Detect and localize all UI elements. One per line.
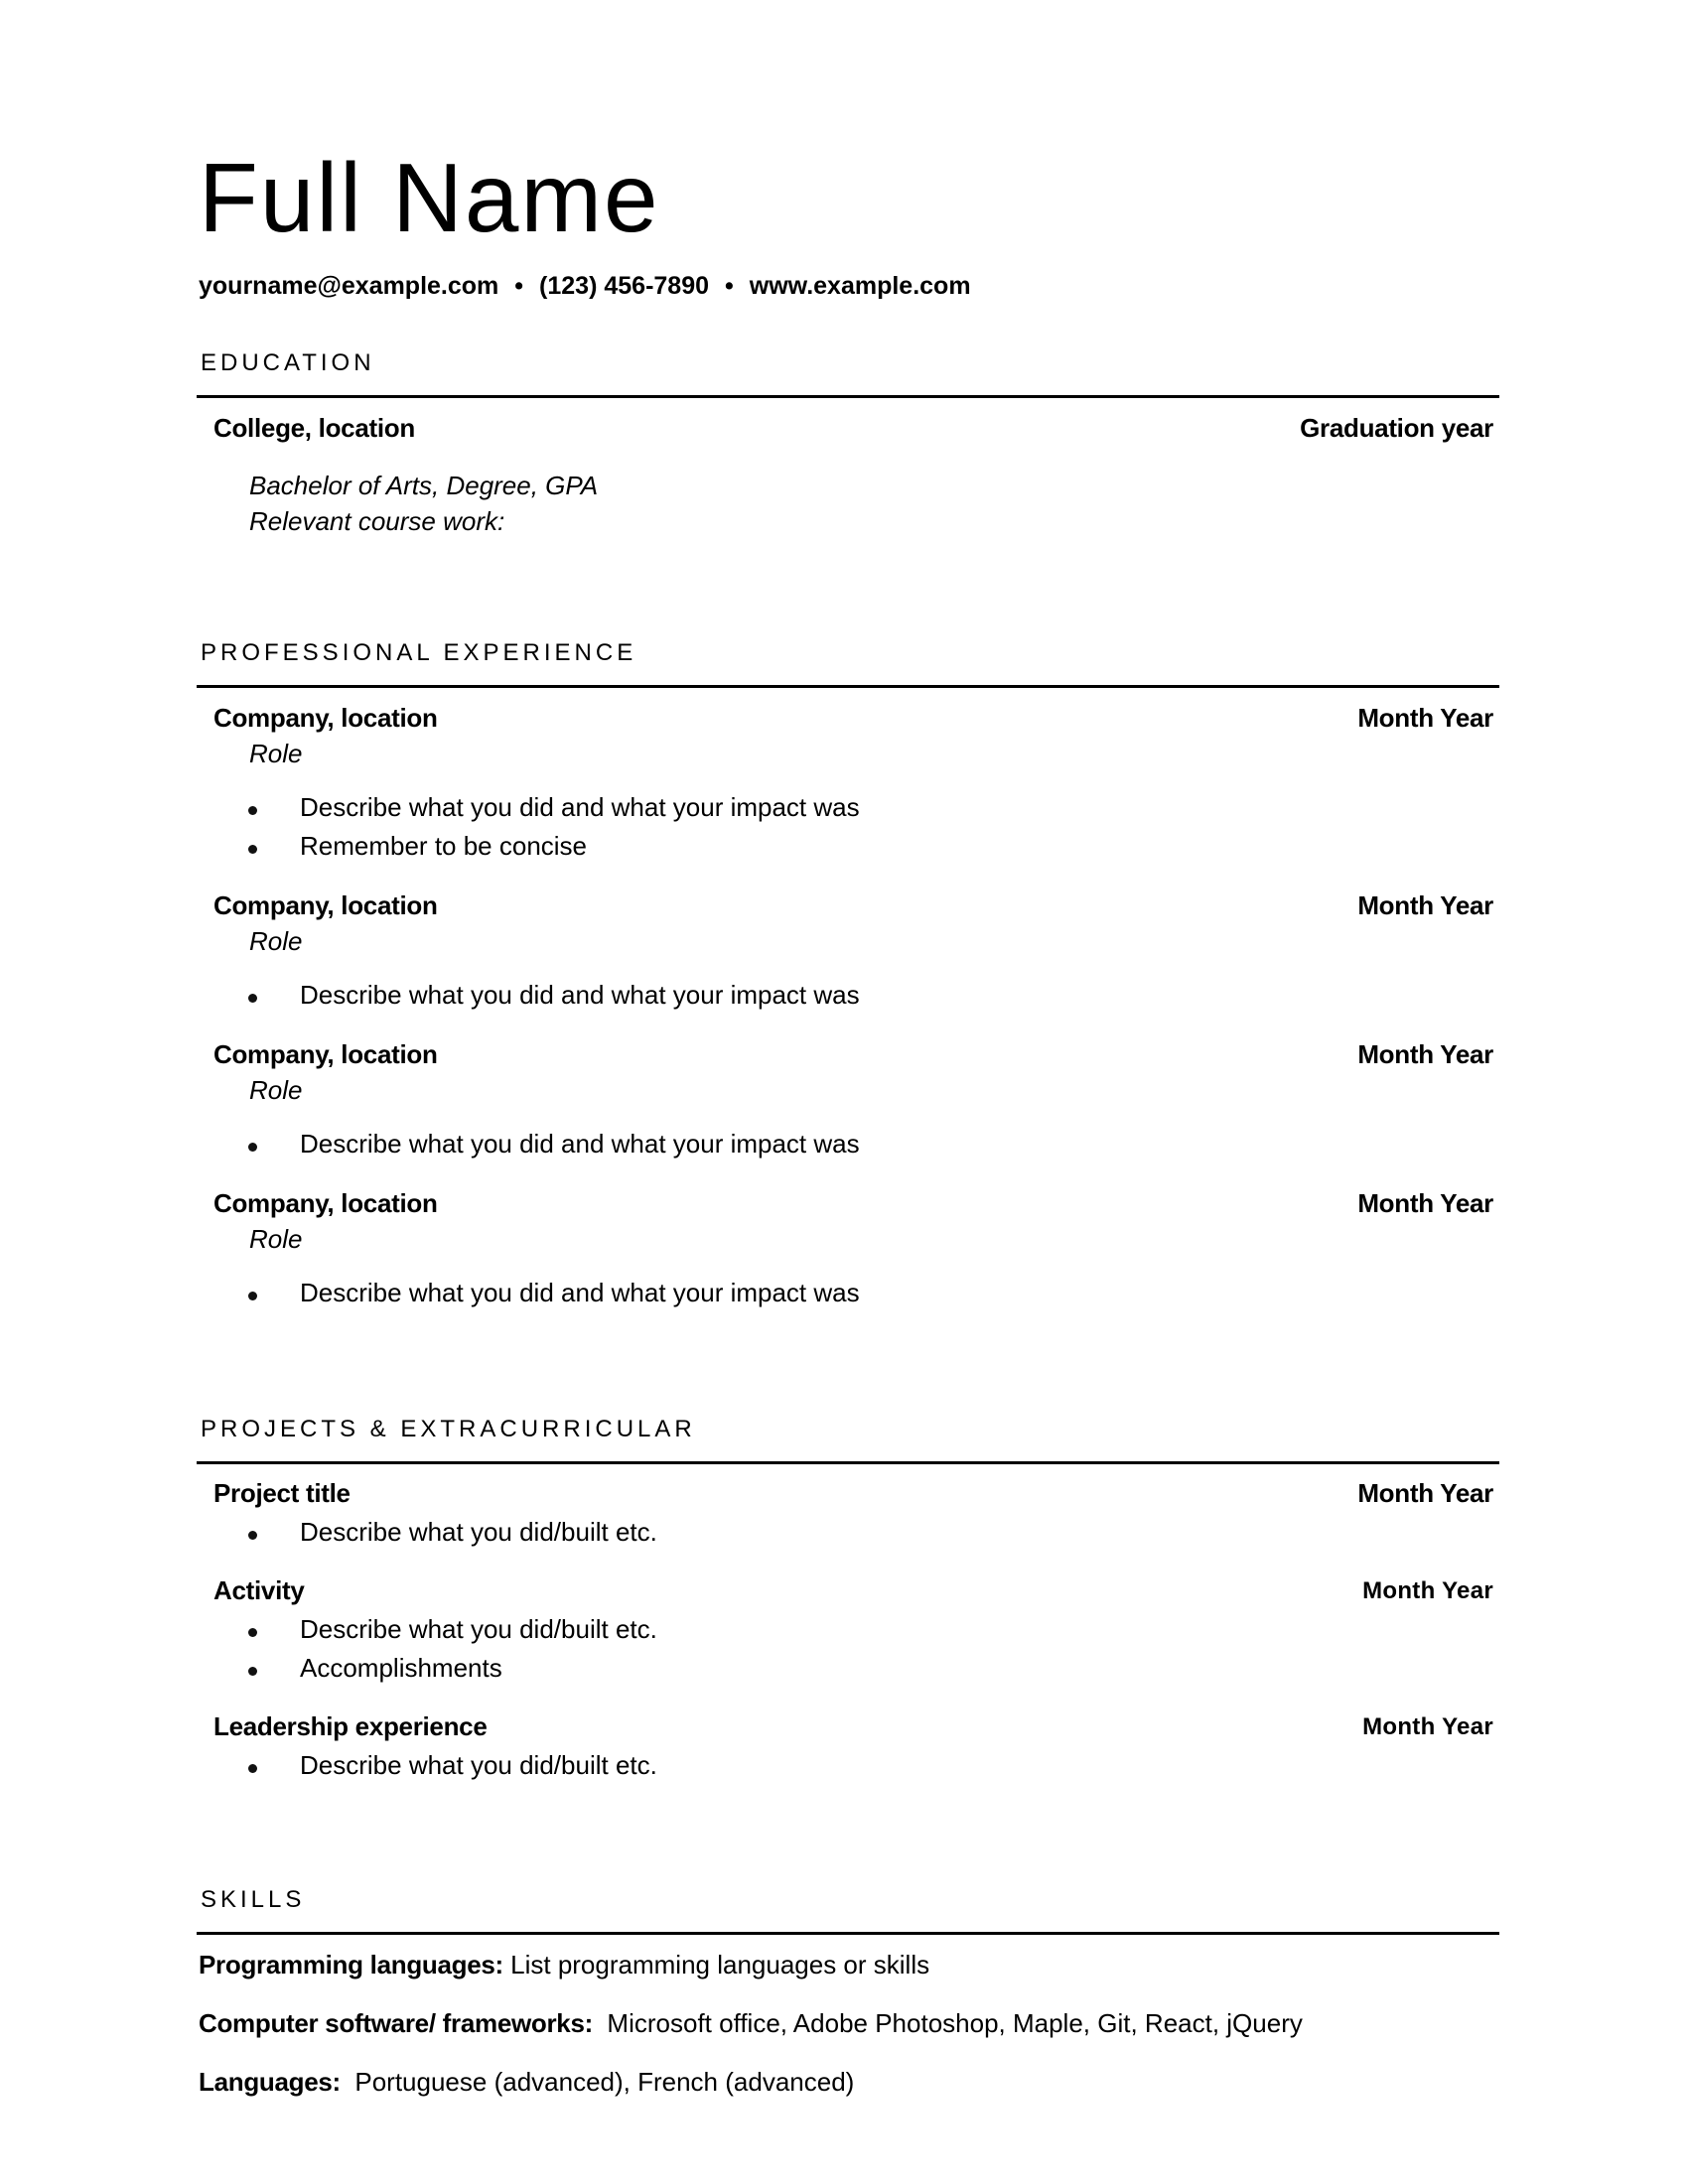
job-date: Month Year: [1357, 1188, 1493, 1218]
project-name: Project title: [213, 1478, 351, 1508]
skills-rule: [197, 1932, 1499, 1935]
projects-heading: PROJECTS & EXTRACURRICULAR: [201, 1416, 696, 1442]
project-name: Leadership experience: [213, 1711, 488, 1741]
skill-label: Computer software/ frameworks:: [199, 2008, 593, 2038]
website: www.example.com: [749, 272, 971, 300]
job-company: Company, location: [213, 1188, 438, 1218]
skill-row: [199, 2008, 1303, 2039]
project-date: Month Year: [1362, 1577, 1493, 1604]
resume-page: Full Name yourname@example.com • (123) 456-7890 • www.example.com EDUCATION College, location Graduation year Bachelor of Arts, Degree, GPA Relevant course work: PROFESSIONAL EXPERIENCE Company, location Month Year Role Describe what you did and what your impact was Remember to be concise Company, location Month Year Role Describe what you did and what your impact was Company, location Month Year Role Describe what you did and what your impact was Company, location Month Year Role Describe what you did and what your impact was PROJECTS & EXTRACURRICULAR Project title Month Year Describe what you did/built etc. Activity Month Year Describe what you did/built etc. Accomplishments Leadership experience Month Year Describe what you did/built etc. SKILLS Programming languages: List programming languages or skills Computer software/ frameworks: Microsoft office, Adobe Photoshop, Maple, Git, React, jQuery Languages: Portuguese (advanced), French (advanced): [0, 0, 1688, 2184]
coursework: Relevant course work:: [249, 506, 505, 536]
job-date: Month Year: [1357, 890, 1493, 920]
separator: •: [725, 272, 734, 300]
full-name: Full Name: [199, 143, 660, 252]
education-rule: [197, 395, 1499, 398]
skill-value: Microsoft office, Adobe Photoshop, Maple, Git, React, jQuery: [592, 2008, 1303, 2038]
skills-heading: SKILLS: [201, 1886, 306, 1913]
project-name: Activity: [213, 1575, 305, 1605]
email: yourname@example.com: [199, 272, 499, 300]
bullet-icon: [248, 1143, 257, 1152]
skill-row: [199, 1950, 929, 1980]
job-role: Role: [249, 1224, 303, 1254]
experience-heading: PROFESSIONAL EXPERIENCE: [201, 639, 637, 666]
bullet-icon: [248, 1531, 257, 1540]
separator: •: [514, 272, 524, 300]
graduation-year: Graduation year: [1300, 413, 1493, 443]
bullet-icon: [248, 1667, 257, 1676]
college-location: College, location: [213, 413, 415, 443]
contact-line: [199, 272, 971, 301]
job-role: Role: [249, 926, 303, 956]
phone: (123) 456-7890: [539, 272, 710, 300]
bullet-icon: [248, 1628, 257, 1637]
project-date: Month Year: [1362, 1713, 1493, 1740]
job-role: Role: [249, 739, 303, 768]
job-date: Month Year: [1357, 1039, 1493, 1069]
skill-row: [199, 2067, 854, 2098]
job-company: Company, location: [213, 890, 438, 920]
skill-value: List programming languages or skills: [502, 1950, 930, 1979]
skill-label: Programming languages:: [199, 1950, 503, 1979]
bullet-icon: [248, 806, 257, 815]
bullet-icon: [248, 1764, 257, 1773]
degree: Bachelor of Arts, Degree, GPA: [249, 471, 599, 500]
job-date: Month Year: [1357, 703, 1493, 733]
bullet-icon: [248, 1292, 257, 1300]
bullet-icon: [248, 845, 257, 854]
job-role: Role: [249, 1075, 303, 1105]
job-company: Company, location: [213, 703, 438, 733]
skill-value: Portuguese (advanced), French (advanced): [340, 2067, 855, 2097]
skill-label: Languages:: [199, 2067, 341, 2097]
job-company: Company, location: [213, 1039, 438, 1069]
project-date: Month Year: [1357, 1478, 1493, 1508]
education-heading: EDUCATION: [201, 349, 375, 376]
experience-rule: [197, 685, 1499, 688]
bullet-icon: [248, 994, 257, 1003]
projects-rule: [197, 1461, 1499, 1464]
